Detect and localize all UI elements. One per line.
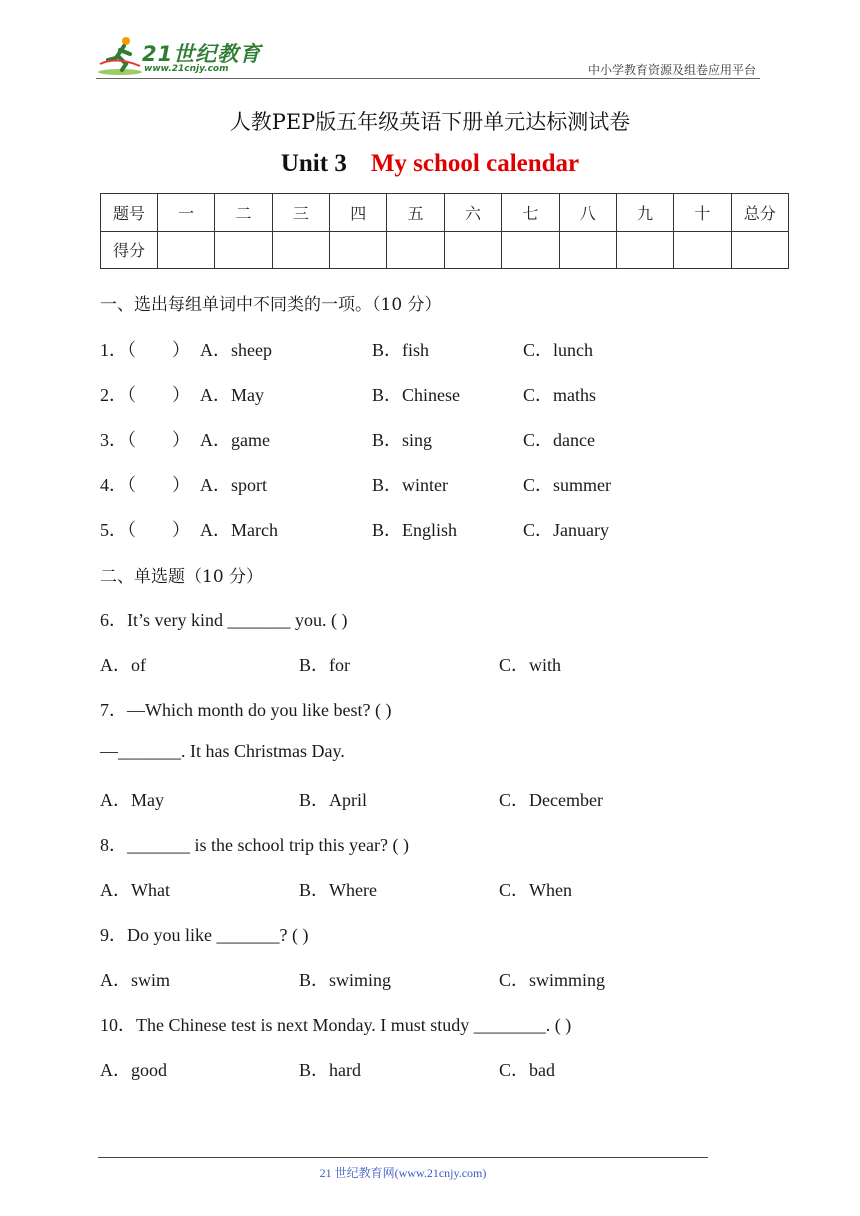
option-a: A．May — [200, 385, 264, 405]
score-blank[interactable] — [158, 231, 215, 269]
question-stem: 9．Do you like _______? ( ) — [100, 925, 309, 945]
score-blank[interactable] — [387, 231, 444, 269]
logo-text: 21世纪教育 — [142, 42, 262, 66]
footer-divider — [98, 1157, 708, 1158]
score-table — [100, 193, 789, 269]
score-cell: 一 — [158, 194, 215, 232]
score-blank[interactable] — [616, 231, 673, 269]
score-cell: 七 — [502, 194, 559, 232]
page-subtitle — [0, 150, 860, 178]
option-b: B．Chinese — [372, 385, 460, 405]
score-cell: 五 — [387, 194, 444, 232]
score-cell: 九 — [616, 194, 673, 232]
option-c: C．January — [523, 520, 609, 540]
option-c: C．swimming — [499, 970, 606, 990]
score-table-header-row — [101, 194, 789, 232]
option-c: C．maths — [523, 385, 597, 405]
option-c: C．lunch — [523, 340, 593, 360]
section-1-heading: 一、选出每组单词中不同类的一项。（10 分） — [100, 295, 442, 315]
unit-name: My school calendar — [370, 150, 580, 177]
score-cell: 三 — [272, 194, 329, 232]
score-table-score-row — [101, 231, 789, 269]
option-c: C．summer — [523, 475, 611, 495]
option-c: C．bad — [499, 1060, 555, 1080]
score-blank[interactable] — [330, 231, 387, 269]
option-b: B．April — [299, 790, 368, 810]
score-blank[interactable] — [444, 231, 501, 269]
option-b: B．fish — [372, 340, 430, 360]
option-b: B．hard — [299, 1060, 361, 1080]
page-title: 人教PEP版五年级英语下册单元达标测试卷 — [229, 110, 631, 134]
option-c: C．with — [499, 655, 562, 675]
option-a: A．sport — [200, 475, 267, 495]
score-cell: 题号 — [101, 194, 158, 232]
footer-link[interactable]: 21 世纪教育网(www.21cnjy.com) — [319, 1166, 487, 1180]
option-b: B．for — [299, 655, 350, 675]
question-stem-2: —_______. It has Christmas Day. — [100, 741, 345, 761]
option-c: C．When — [499, 880, 572, 900]
score-blank[interactable] — [559, 231, 616, 269]
option-a: A．May — [100, 790, 164, 810]
question-stem: 7．—Which month do you like best? ( ) — [100, 700, 392, 720]
score-blank[interactable] — [674, 231, 731, 269]
option-c: C．dance — [523, 430, 595, 450]
score-blank[interactable] — [731, 231, 788, 269]
question-number: 4．（ ） — [100, 475, 190, 495]
option-a: A．swim — [100, 970, 171, 990]
question-number: 2．（ ） — [100, 385, 190, 405]
score-blank[interactable] — [272, 231, 329, 269]
question-number: 3．（ ） — [100, 430, 190, 450]
runner-icon — [96, 34, 144, 78]
logo — [96, 34, 266, 78]
unit-label: Unit 3 — [280, 150, 347, 177]
option-a: A．March — [200, 520, 278, 540]
question-stem: 6．It’s very kind _______ you. ( ) — [100, 610, 348, 630]
score-cell: 四 — [330, 194, 387, 232]
score-cell: 总分 — [731, 194, 788, 232]
score-cell: 六 — [444, 194, 501, 232]
option-b: B．swiming — [299, 970, 392, 990]
question-number: 1．（ ） — [100, 340, 190, 360]
option-b: B．Where — [299, 880, 377, 900]
header-divider — [96, 78, 760, 79]
question-stem: 10．The Chinese test is next Monday. I must study ________. ( ) — [100, 1015, 572, 1035]
option-b: B．winter — [372, 475, 448, 495]
option-a: A．game — [200, 430, 270, 450]
header-platform-text: 中小学教育资源及组卷应用平台 — [587, 63, 756, 77]
option-a: A．good — [100, 1060, 167, 1080]
question-stem: 8．_______ is the school trip this year? ( ) — [100, 835, 409, 855]
option-a: A．of — [100, 655, 146, 675]
option-c: C．December — [499, 790, 603, 810]
score-row-head: 得分 — [101, 231, 158, 269]
page-header — [96, 34, 760, 80]
option-b: B．English — [372, 520, 458, 540]
score-cell: 八 — [559, 194, 616, 232]
score-cell: 十 — [674, 194, 731, 232]
score-blank[interactable] — [502, 231, 559, 269]
option-b: B．sing — [372, 430, 433, 450]
question-number: 5．（ ） — [100, 520, 190, 540]
score-blank[interactable] — [215, 231, 272, 269]
score-cell: 二 — [215, 194, 272, 232]
option-a: A．What — [100, 880, 170, 900]
option-a: A．sheep — [200, 340, 272, 360]
logo-url: www.21cnjy.com — [144, 64, 229, 74]
section-2-heading: 二、单选题（10 分） — [100, 567, 264, 587]
